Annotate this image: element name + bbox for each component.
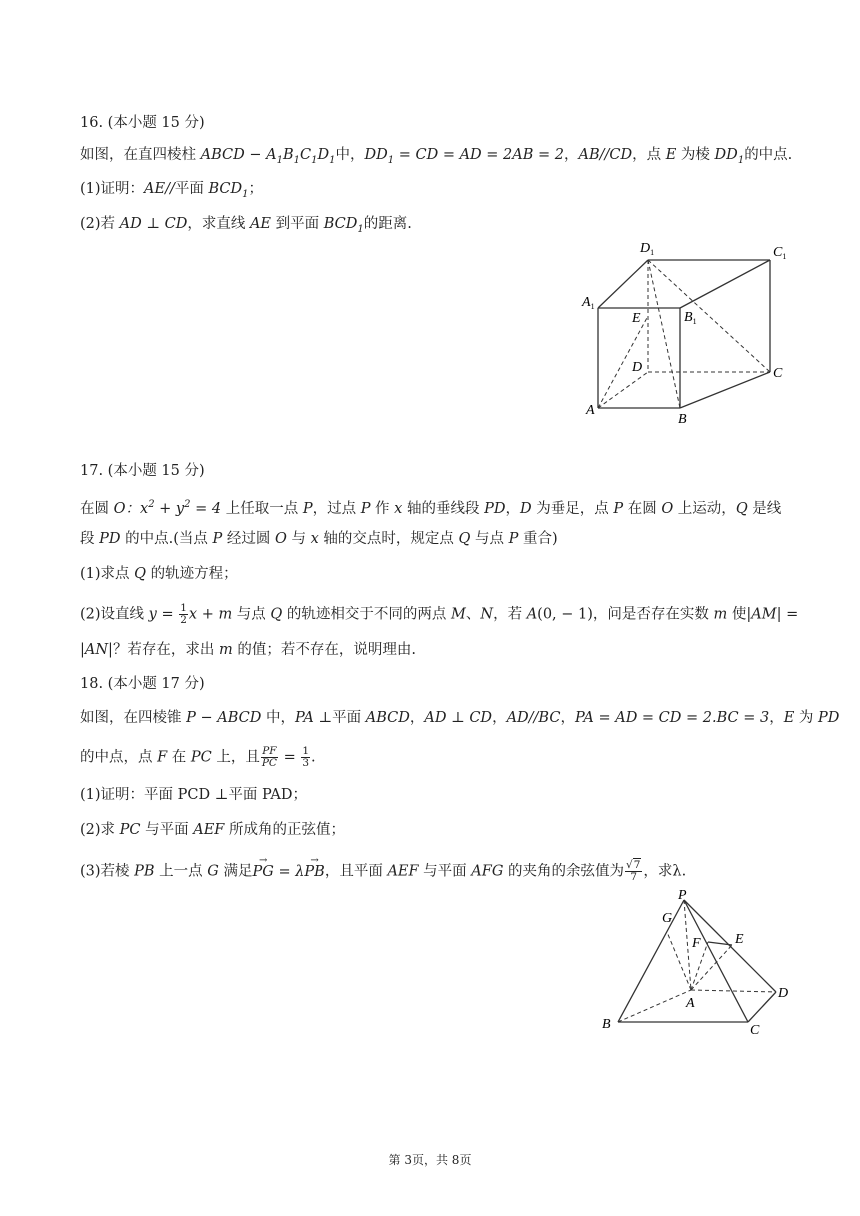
label-D: D xyxy=(778,986,789,1001)
q18-part2: (2)求 PC 与平面 AEF 所成角的正弦值； xyxy=(80,822,345,838)
label-P: P xyxy=(678,888,687,903)
page-footer: 第 3页，共 8页 xyxy=(388,1153,472,1167)
label-E: E xyxy=(632,311,641,326)
q17-part2-cont: |AN|？若存在，求出 m 的值；若不存在，说明理由. xyxy=(80,642,417,658)
label-C: C xyxy=(750,1023,760,1038)
label-C: C xyxy=(773,366,783,381)
label-B1: $B_1$ xyxy=(684,310,697,326)
prism-figure xyxy=(570,232,800,432)
label-A: A xyxy=(586,403,595,418)
q17-line1: 在圆 O：$x^2 + y^2 = 4$ 上任取一点 P，过点 P 作 x 轴的垂线段 PD，D 为垂足，点 P 在圆 O 上运动，Q 是线 xyxy=(80,499,782,517)
label-A: A xyxy=(686,996,695,1011)
q16-part1: (1)证明：AE//平面 $BCD_1$； xyxy=(80,181,264,200)
q18-header: 18. (本小题 17 分) xyxy=(80,676,205,692)
q17-part1: (1)求点 Q 的轨迹方程； xyxy=(80,566,238,582)
q16-header: 16. (本小题 15 分) xyxy=(80,115,205,131)
q17-header: 17. (本小题 15 分) xyxy=(80,463,205,479)
q16-stem: 如图，在直四棱柱 ABCD − $A_1B_1C_1D_1$中，$DD_1$ = CD = AD = 2AB = 2，AB//CD，点 E 为棱 $DD_1$的中点. xyxy=(80,147,793,166)
q18-part1: (1)证明：平面 PCD ⊥平面 PAD； xyxy=(80,787,308,803)
label-E: E xyxy=(735,932,744,947)
label-G: G xyxy=(662,911,673,926)
q17-part2: (2)设直线 y = $\frac{1}{2}$ x + m 与点 Q 的轨迹相交于不同的两点 M、N，若 A(0, − 1)，问是否存在实数 m 使|AM| = xyxy=(80,602,799,626)
label-D: D xyxy=(632,360,643,375)
q18-line2: 的中点，点 F 在 PC 上，且 $\frac{PF}{PC}$ = $\frac{1}{3}$ . xyxy=(80,745,316,769)
q18-part3: (3)若棱 PB 上一点 G 满足→ PG = λ→ PB，且平面 AEF 与平面 AFG 的夹角的余弦值为 $\frac{√7}{7}$ ，求λ. xyxy=(80,860,686,883)
label-D1: $D_1$ xyxy=(640,241,655,257)
q16-part2: (2)若 AD ⊥ CD，求直线 AE 到平面 $BCD_1$的距离. xyxy=(80,216,412,235)
label-C1: $C_1$ xyxy=(773,245,787,261)
label-F: F xyxy=(692,936,701,951)
label-A1: $A_1$ xyxy=(582,295,595,311)
q17-line2: 段 PD 的中点.(当点 P 经过圆 O 与 x 轴的交点时，规定点 Q 与点 P 重合) xyxy=(80,531,558,547)
label-B: B xyxy=(678,412,687,427)
pyramid-figure xyxy=(596,886,806,1046)
q18-line1: 如图，在四棱锥 P − ABCD 中，PA ⊥平面 ABCD，AD ⊥ CD，AD//BC，PA = AD = CD = 2.BC = 3，E 为 PD xyxy=(80,710,840,726)
label-B: B xyxy=(602,1017,611,1032)
